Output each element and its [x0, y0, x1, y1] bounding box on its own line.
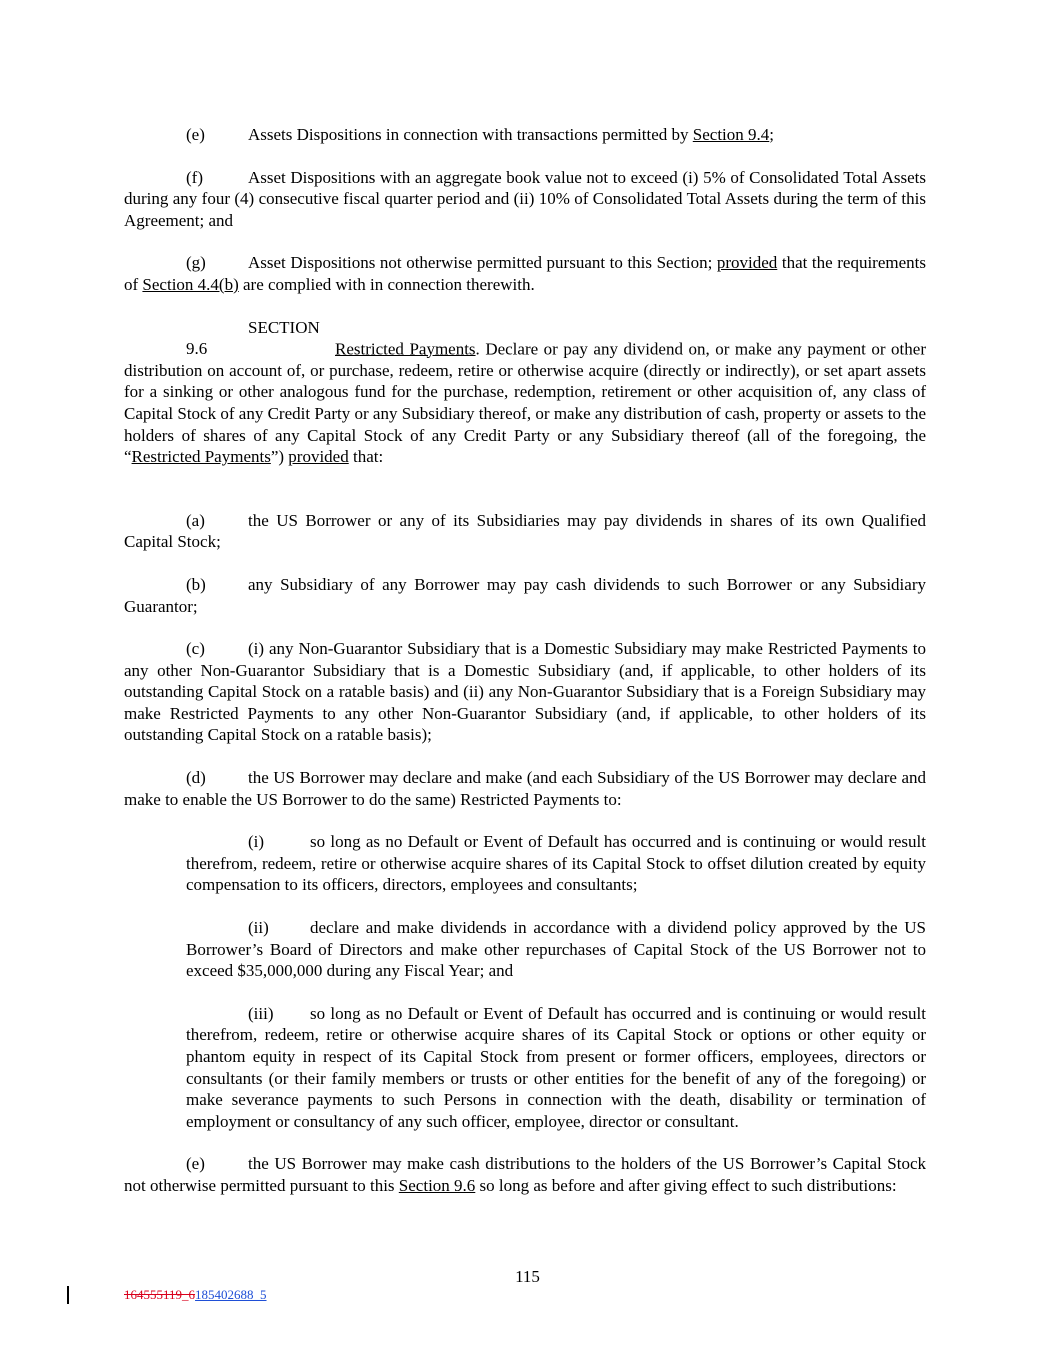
change-bar [67, 1286, 69, 1304]
clause-text-mid: that the requirements of [124, 253, 926, 294]
clause-f-asset-dispositions [124, 167, 926, 232]
clause-text: Asset Dispositions not otherwise permitted pursuant to this Section; [248, 253, 717, 273]
clause-a [124, 510, 926, 553]
clause-label: (c) [186, 639, 205, 659]
clause-label: (iii) [248, 1003, 274, 1023]
provided-term: provided [288, 447, 349, 467]
clause-text: the US Borrower or any of its Subsidiaries may pay dividends in shares of its own Qualified Capital Stock; [124, 510, 926, 552]
clause-g-asset-dispositions [124, 252, 926, 295]
clause-text: so long as no Default or Event of Default has occurred and is continuing or would result therefrom, redeem, retire or otherwise acquire shares of its Capital Stock or options or other equity or phantom equity in respect of its Capital Stock from present or former officers, employees, directors or consultants (or their family members or trusts or other entities for the benefit of any of the foregoing) or make severance payments to such Persons in connection with the death, disability or termination of employment or consultancy of any such officer, employee, director or consultant. [186, 1003, 926, 1131]
clause-label: (d) [186, 768, 206, 788]
document-body [124, 124, 926, 1218]
defined-term: Restricted Payments [131, 447, 271, 467]
clause-label: (g) [186, 253, 206, 273]
clause-d-iii [124, 1003, 926, 1133]
section-9-6-link[interactable]: Section 9.6 [398, 1175, 476, 1195]
clause-d [124, 767, 926, 810]
clause-b [124, 574, 926, 617]
clause-text: the US Borrower may make cash distributions to the holders of the US Borrower’s Capital Stock not otherwise permitted pursuant to this [124, 1154, 926, 1195]
section-9-4-link[interactable]: Section 9.4 [692, 125, 770, 144]
section-title: Restricted Payments [335, 339, 476, 359]
clause-text: so long as no Default or Event of Default has occurred and is continuing or would result therefrom, redeem, retire or otherwise acquire shares of its Capital Stock to offset dilution created by equity compensation to its officers, directors, employees and consultants; [186, 832, 926, 895]
clause-label: (e) [186, 1154, 205, 1174]
clause-tail: so long as before and after giving effect to such distributions: [475, 1175, 897, 1195]
clause-label: (ii) [248, 918, 269, 938]
section-body-quote: ”) [270, 447, 289, 467]
clause-text: declare and make dividends in accordance with a dividend policy approved by the US Borrower’s Board of Directors and make other repurchases of Capital Stock of the US Borrower not to exceed $35,000,000 during any Fiscal Year; and [186, 918, 926, 981]
clause-e-cash-distributions [124, 1153, 926, 1196]
section-number: SECTION 9.6 [186, 317, 320, 359]
clause-text: the US Borrower may declare and make (and each Subsidiary of the US Borrower may declare and make to enable the US Borrower to do the same) Restricted Payments to: [124, 768, 926, 809]
clause-tail: are complied with in connection therewith. [238, 274, 535, 294]
clause-label: (b) [186, 574, 206, 594]
document-id-footer [124, 1287, 267, 1303]
clause-label: (f) [186, 167, 203, 187]
clause-label: (e) [186, 125, 205, 144]
clause-d-i [124, 831, 926, 896]
clause-text: (i) any Non-Guarantor Subsidiary that is a Domestic Subsidiary may make Restricted Payments to any other Non-Guarantor Subsidiary that is a Domestic Subsidiary (and, if applicable, to other holders of its outstanding Capital Stock on a ratable basis) and (ii) any Non-Guarantor Subsidiary that is a Foreign Subsidiary may make Restricted Payments to any other Non-Guarantor Subsidiary (and, if applicable, to other holders of its outstanding Capital Stock on a ratable basis); [124, 639, 926, 745]
clause-text: Assets Dispositions in connection with transactions permitted by [248, 125, 693, 144]
section-9-6-restricted-payments [124, 317, 926, 468]
clause-text: any Subsidiary of any Borrower may pay cash dividends to such Borrower or any Subsidiary Guarantor; [124, 574, 926, 616]
clause-e-asset-dispositions [124, 124, 926, 146]
provided-term: provided [716, 253, 778, 273]
clause-text: Asset Dispositions with an aggregate book value not to exceed (i) 5% of Consolidated Total Assets during any four (4) consecutive fiscal quarter period and (ii) 10% of Consolidated Total Assets during the term of this Agreement; and [124, 167, 926, 230]
clause-label: (a) [186, 510, 205, 530]
new-doc-id[interactable]: 185402688_5 [195, 1287, 267, 1302]
old-doc-id: 164555119_6 [124, 1287, 196, 1302]
clause-tail: ; [769, 125, 775, 144]
section-4-4b-link[interactable]: Section 4.4(b) [142, 274, 239, 294]
clause-c [124, 638, 926, 746]
page-number: 115 [515, 1267, 540, 1286]
section-body: . Declare or pay any dividend on, or make any payment or other distribution on account of, or purchase, redeem, retire or otherwise acquire (directly or indirectly), or set apart assets for a sinking or other analogous fund for the purchase, redemption, retirement or other acquisition of, any class of Capital Stock of any Credit Party or any Subsidiary thereof, or make any distribution of cash, property or assets to the holders of shares of any Capital Stock of any Credit Party or any Subsidiary thereof (all of the foregoing, the “ [124, 339, 926, 467]
section-body-tail: that: [348, 447, 384, 467]
clause-d-ii [124, 917, 926, 982]
clause-label: (i) [248, 832, 265, 852]
